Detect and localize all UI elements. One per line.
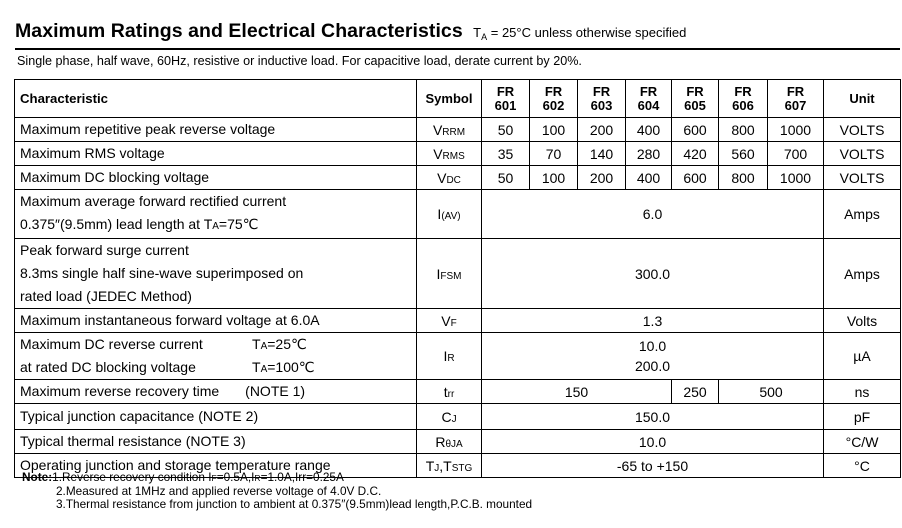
title-condition: $T_A = 25^\circ C$ unless otherwise specified bbox=[473, 25, 687, 42]
header-unit: Unit bbox=[824, 80, 901, 118]
row-label: Maximum DC blocking voltage bbox=[15, 166, 417, 190]
row-value: 420 bbox=[672, 142, 719, 166]
table-row bbox=[15, 404, 901, 430]
row-label: Maximum DC reverse current TA=25℃ at rated DC blocking voltage TA=100℃ bbox=[15, 333, 417, 380]
row-unit: °C/W bbox=[824, 430, 901, 454]
header-part-606: FR 606 bbox=[719, 80, 768, 118]
notes-block bbox=[22, 471, 532, 511]
row-value: 10.0 bbox=[482, 430, 824, 454]
header-symbol: Symbol bbox=[417, 80, 482, 118]
row-value: 1.3 bbox=[482, 309, 824, 333]
row-value: 150.0 bbox=[482, 404, 824, 430]
header-title-block bbox=[15, 20, 900, 50]
row-value: -65 to +150 bbox=[482, 454, 824, 478]
row-symbol: RθJA bbox=[417, 430, 482, 454]
row-value: 150 bbox=[482, 380, 672, 404]
header-part-604: FR 604 bbox=[626, 80, 672, 118]
row-value: 140 bbox=[578, 142, 626, 166]
row-value: 50 bbox=[482, 118, 530, 142]
row-value: 800 bbox=[719, 118, 768, 142]
table-row bbox=[15, 430, 901, 454]
row-label: Maximum instantaneous forward voltage at 6.0A bbox=[15, 309, 417, 333]
header-part-605: FR 605 bbox=[672, 80, 719, 118]
header-part-601: FR 601 bbox=[482, 80, 530, 118]
row-label: Typical junction capacitance (NOTE 2) bbox=[15, 404, 417, 430]
table-row bbox=[15, 166, 901, 190]
row-symbol: VRRM bbox=[417, 118, 482, 142]
row-unit: Amps bbox=[824, 239, 901, 309]
row-value: 35 bbox=[482, 142, 530, 166]
row-value: 800 bbox=[719, 166, 768, 190]
row-symbol: trr bbox=[417, 380, 482, 404]
row-label: Maximum average forward rectified current 0.375″(9.5mm) lead length at TA=75℃ bbox=[15, 190, 417, 239]
row-symbol: IFSM bbox=[417, 239, 482, 309]
header-part-603: FR 603 bbox=[578, 80, 626, 118]
row-value: 200 bbox=[578, 118, 626, 142]
row-unit: pF bbox=[824, 404, 901, 430]
row-value: 400 bbox=[626, 118, 672, 142]
note-3: 3.Thermal resistance from junction to ambient at 0.375″(9.5mm)lead length,P.C.B. mounted bbox=[56, 497, 533, 511]
row-symbol: TJ,TSTG bbox=[417, 454, 482, 478]
table-header-row bbox=[15, 80, 901, 118]
row-unit: VOLTS bbox=[824, 142, 901, 166]
row-label: Maximum repetitive peak reverse voltage bbox=[15, 118, 417, 142]
page-title: Maximum Ratings and Electrical Characteristics bbox=[15, 20, 463, 42]
table-row bbox=[15, 333, 901, 380]
row-value: 100 bbox=[530, 118, 578, 142]
table-row bbox=[15, 190, 901, 239]
row-unit: ns bbox=[824, 380, 901, 404]
row-value: 1000 bbox=[768, 166, 824, 190]
row-label: Operating junction and storage temperature range bbox=[15, 454, 417, 478]
intro-text: Single phase, half wave, 60Hz, resistive or inductive load. For capacitive load, derate current by 20%. bbox=[17, 54, 582, 68]
row-value: 250 bbox=[672, 380, 719, 404]
row-value: 600 bbox=[672, 166, 719, 190]
row-unit: VOLTS bbox=[824, 166, 901, 190]
row-value: 500 bbox=[719, 380, 824, 404]
row-value: 700 bbox=[768, 142, 824, 166]
header-characteristic: Characteristic bbox=[15, 80, 417, 118]
table-row bbox=[15, 380, 901, 404]
table-row bbox=[15, 142, 901, 166]
row-symbol: VF bbox=[417, 309, 482, 333]
note-1: Note:1.Reverse recovery condition IF=0.5A,IR=1.0A,Irr=0.25A bbox=[22, 470, 344, 484]
row-value: 200 bbox=[578, 166, 626, 190]
row-unit: VOLTS bbox=[824, 118, 901, 142]
row-symbol: IR bbox=[417, 333, 482, 380]
row-value: 280 bbox=[626, 142, 672, 166]
row-unit: µA bbox=[824, 333, 901, 380]
row-label: Maximum reverse recovery time (NOTE 1) bbox=[15, 380, 417, 404]
row-symbol: CJ bbox=[417, 404, 482, 430]
row-value: 400 bbox=[626, 166, 672, 190]
row-unit: Volts bbox=[824, 309, 901, 333]
row-value: 50 bbox=[482, 166, 530, 190]
row-value: 300.0 bbox=[482, 239, 824, 309]
row-value: 10.0 200.0 bbox=[482, 333, 824, 380]
row-unit: Amps bbox=[824, 190, 901, 239]
row-value: 70 bbox=[530, 142, 578, 166]
row-unit: °C bbox=[824, 454, 901, 478]
header-part-607: FR 607 bbox=[768, 80, 824, 118]
row-value: 1000 bbox=[768, 118, 824, 142]
row-symbol: VRMS bbox=[417, 142, 482, 166]
table-row bbox=[15, 118, 901, 142]
row-symbol: VDC bbox=[417, 166, 482, 190]
ratings-table bbox=[14, 79, 901, 478]
header-part-602: FR 602 bbox=[530, 80, 578, 118]
row-value: 560 bbox=[719, 142, 768, 166]
row-value: 100 bbox=[530, 166, 578, 190]
row-value: 600 bbox=[672, 118, 719, 142]
note-2: 2.Measured at 1MHz and applied reverse voltage of 4.0V D.C. bbox=[56, 484, 382, 498]
table-row bbox=[15, 239, 901, 309]
table-row bbox=[15, 309, 901, 333]
row-value: 6.0 bbox=[482, 190, 824, 239]
row-label: Typical thermal resistance (NOTE 3) bbox=[15, 430, 417, 454]
row-symbol: I(AV) bbox=[417, 190, 482, 239]
row-label: Peak forward surge current 8.3ms single half sine-wave superimposed on rated load (JEDEC Method) bbox=[15, 239, 417, 309]
row-label: Maximum RMS voltage bbox=[15, 142, 417, 166]
